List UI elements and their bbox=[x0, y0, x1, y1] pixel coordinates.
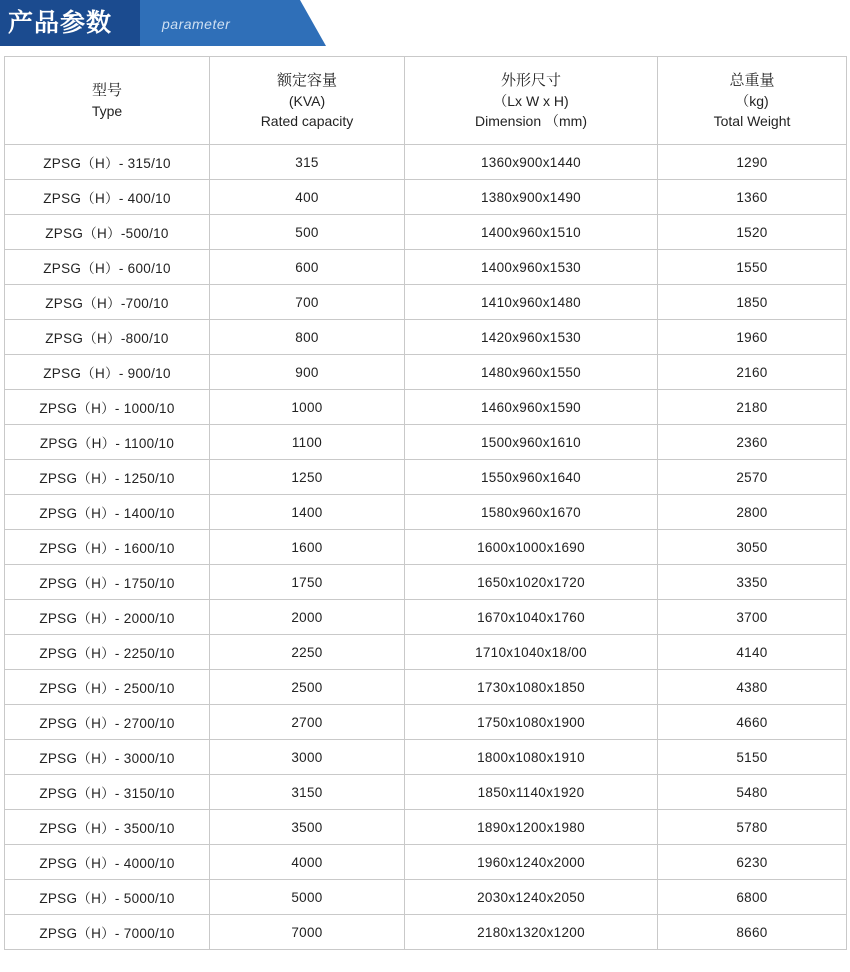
table-row bbox=[5, 670, 847, 705]
cell-capacity: 2250 bbox=[210, 635, 405, 670]
table-row bbox=[5, 250, 847, 285]
cell-capacity: 400 bbox=[210, 180, 405, 215]
cell-capacity: 1600 bbox=[210, 530, 405, 565]
cell-type: ZPSG（H）- 3150/10 bbox=[5, 775, 210, 810]
table-body bbox=[5, 145, 847, 950]
cell-weight: 4380 bbox=[658, 670, 847, 705]
cell-weight: 5150 bbox=[658, 740, 847, 775]
table-row bbox=[5, 810, 847, 845]
cell-weight: 1850 bbox=[658, 285, 847, 320]
cell-weight: 4660 bbox=[658, 705, 847, 740]
cell-type: ZPSG（H）- 2250/10 bbox=[5, 635, 210, 670]
cell-dimension: 2030x1240x2050 bbox=[405, 880, 658, 915]
cell-type: ZPSG（H）-500/10 bbox=[5, 215, 210, 250]
cell-type: ZPSG（H）- 1100/10 bbox=[5, 425, 210, 460]
cell-dimension: 1960x1240x2000 bbox=[405, 845, 658, 880]
column-header-weight-cn: 总重量 bbox=[729, 71, 775, 89]
cell-type: ZPSG（H）- 400/10 bbox=[5, 180, 210, 215]
cell-weight: 6800 bbox=[658, 880, 847, 915]
cell-weight: 2160 bbox=[658, 355, 847, 390]
column-header-type-en: Type bbox=[91, 102, 123, 119]
cell-type: ZPSG（H）- 4000/10 bbox=[5, 845, 210, 880]
cell-type: ZPSG（H）- 2700/10 bbox=[5, 705, 210, 740]
column-header-weight-unit: （kg) bbox=[735, 92, 769, 109]
cell-weight: 2180 bbox=[658, 390, 847, 425]
parameter-table bbox=[4, 56, 847, 950]
cell-dimension: 1710x1040x18/00 bbox=[405, 635, 658, 670]
cell-dimension: 1850x1140x1920 bbox=[405, 775, 658, 810]
column-header-capacity-en: Rated capacity bbox=[260, 112, 354, 129]
cell-type: ZPSG（H）- 2500/10 bbox=[5, 670, 210, 705]
cell-dimension: 1600x1000x1690 bbox=[405, 530, 658, 565]
column-header-weight bbox=[658, 57, 847, 145]
cell-type: ZPSG（H）-700/10 bbox=[5, 285, 210, 320]
column-header-type bbox=[5, 57, 210, 145]
cell-capacity: 3150 bbox=[210, 775, 405, 810]
cell-capacity: 3500 bbox=[210, 810, 405, 845]
column-header-dimension-unit: （Lx W x H) bbox=[493, 92, 569, 109]
table-row bbox=[5, 635, 847, 670]
cell-capacity: 3000 bbox=[210, 740, 405, 775]
cell-dimension: 1550x960x1640 bbox=[405, 460, 658, 495]
cell-type: ZPSG（H）- 3500/10 bbox=[5, 810, 210, 845]
cell-type: ZPSG（H）- 1000/10 bbox=[5, 390, 210, 425]
cell-capacity: 1100 bbox=[210, 425, 405, 460]
cell-dimension: 1730x1080x1850 bbox=[405, 670, 658, 705]
cell-dimension: 1410x960x1480 bbox=[405, 285, 658, 320]
column-header-dimension-en: Dimension （mm) bbox=[474, 112, 587, 129]
cell-dimension: 1460x960x1590 bbox=[405, 390, 658, 425]
column-header-dimension bbox=[405, 57, 658, 145]
cell-capacity: 1750 bbox=[210, 565, 405, 600]
cell-weight: 5780 bbox=[658, 810, 847, 845]
cell-capacity: 500 bbox=[210, 215, 405, 250]
table-row bbox=[5, 495, 847, 530]
column-header-capacity bbox=[210, 57, 405, 145]
cell-type: ZPSG（H）- 7000/10 bbox=[5, 915, 210, 950]
cell-capacity: 600 bbox=[210, 250, 405, 285]
table-row bbox=[5, 180, 847, 215]
table-row bbox=[5, 915, 847, 950]
column-header-capacity-unit: (KVA) bbox=[288, 92, 326, 109]
cell-dimension: 1670x1040x1760 bbox=[405, 600, 658, 635]
table-header bbox=[5, 57, 847, 145]
cell-capacity: 2700 bbox=[210, 705, 405, 740]
cell-dimension: 2180x1320x1200 bbox=[405, 915, 658, 950]
cell-type: ZPSG（H）-800/10 bbox=[5, 320, 210, 355]
cell-type: ZPSG（H）- 3000/10 bbox=[5, 740, 210, 775]
table-row bbox=[5, 845, 847, 880]
cell-weight: 3700 bbox=[658, 600, 847, 635]
cell-dimension: 1750x1080x1900 bbox=[405, 705, 658, 740]
cell-weight: 8660 bbox=[658, 915, 847, 950]
cell-weight: 2800 bbox=[658, 495, 847, 530]
cell-dimension: 1400x960x1510 bbox=[405, 215, 658, 250]
cell-capacity: 900 bbox=[210, 355, 405, 390]
cell-type: ZPSG（H）- 600/10 bbox=[5, 250, 210, 285]
cell-capacity: 7000 bbox=[210, 915, 405, 950]
table-row bbox=[5, 530, 847, 565]
cell-capacity: 1000 bbox=[210, 390, 405, 425]
cell-weight: 1960 bbox=[658, 320, 847, 355]
cell-type: ZPSG（H）- 5000/10 bbox=[5, 880, 210, 915]
table-row bbox=[5, 565, 847, 600]
cell-capacity: 700 bbox=[210, 285, 405, 320]
cell-type: ZPSG（H）- 315/10 bbox=[5, 145, 210, 180]
table-row bbox=[5, 320, 847, 355]
table-row bbox=[5, 390, 847, 425]
cell-weight: 1360 bbox=[658, 180, 847, 215]
table-row bbox=[5, 600, 847, 635]
cell-dimension: 1580x960x1670 bbox=[405, 495, 658, 530]
cell-dimension: 1420x960x1530 bbox=[405, 320, 658, 355]
cell-type: ZPSG（H）- 900/10 bbox=[5, 355, 210, 390]
cell-weight: 2360 bbox=[658, 425, 847, 460]
cell-capacity: 2000 bbox=[210, 600, 405, 635]
cell-capacity: 315 bbox=[210, 145, 405, 180]
cell-type: ZPSG（H）- 2000/10 bbox=[5, 600, 210, 635]
cell-weight: 1520 bbox=[658, 215, 847, 250]
cell-capacity: 800 bbox=[210, 320, 405, 355]
table-row bbox=[5, 285, 847, 320]
cell-capacity: 5000 bbox=[210, 880, 405, 915]
cell-dimension: 1480x960x1550 bbox=[405, 355, 658, 390]
table-row bbox=[5, 425, 847, 460]
column-header-weight-en: Total Weight bbox=[713, 112, 791, 129]
cell-dimension: 1500x960x1610 bbox=[405, 425, 658, 460]
cell-capacity: 2500 bbox=[210, 670, 405, 705]
table-row bbox=[5, 460, 847, 495]
cell-weight: 1290 bbox=[658, 145, 847, 180]
table-row bbox=[5, 705, 847, 740]
cell-type: ZPSG（H）- 1750/10 bbox=[5, 565, 210, 600]
table-header-row bbox=[5, 57, 847, 145]
cell-weight: 2570 bbox=[658, 460, 847, 495]
cell-dimension: 1800x1080x1910 bbox=[405, 740, 658, 775]
column-header-capacity-cn: 额定容量 bbox=[276, 71, 337, 89]
cell-capacity: 1250 bbox=[210, 460, 405, 495]
cell-dimension: 1360x900x1440 bbox=[405, 145, 658, 180]
table-row bbox=[5, 145, 847, 180]
cell-weight: 3050 bbox=[658, 530, 847, 565]
column-header-dimension-cn: 外形尺寸 bbox=[500, 71, 561, 89]
page-subtitle: parameter bbox=[162, 16, 231, 32]
cell-weight: 4140 bbox=[658, 635, 847, 670]
cell-weight: 5480 bbox=[658, 775, 847, 810]
page-title: 产品参数 bbox=[8, 9, 113, 37]
cell-weight: 6230 bbox=[658, 845, 847, 880]
cell-dimension: 1650x1020x1720 bbox=[405, 565, 658, 600]
cell-dimension: 1380x900x1490 bbox=[405, 180, 658, 215]
cell-dimension: 1400x960x1530 bbox=[405, 250, 658, 285]
page-header-banner bbox=[0, 0, 850, 46]
table-row bbox=[5, 740, 847, 775]
cell-capacity: 1400 bbox=[210, 495, 405, 530]
cell-weight: 1550 bbox=[658, 250, 847, 285]
cell-type: ZPSG（H）- 1400/10 bbox=[5, 495, 210, 530]
parameter-table-wrapper bbox=[0, 56, 850, 950]
column-header-type-cn: 型号 bbox=[91, 81, 122, 99]
cell-capacity: 4000 bbox=[210, 845, 405, 880]
table-row bbox=[5, 880, 847, 915]
cell-type: ZPSG（H）- 1600/10 bbox=[5, 530, 210, 565]
table-row bbox=[5, 215, 847, 250]
cell-weight: 3350 bbox=[658, 565, 847, 600]
cell-dimension: 1890x1200x1980 bbox=[405, 810, 658, 845]
table-row bbox=[5, 775, 847, 810]
table-row bbox=[5, 355, 847, 390]
cell-type: ZPSG（H）- 1250/10 bbox=[5, 460, 210, 495]
